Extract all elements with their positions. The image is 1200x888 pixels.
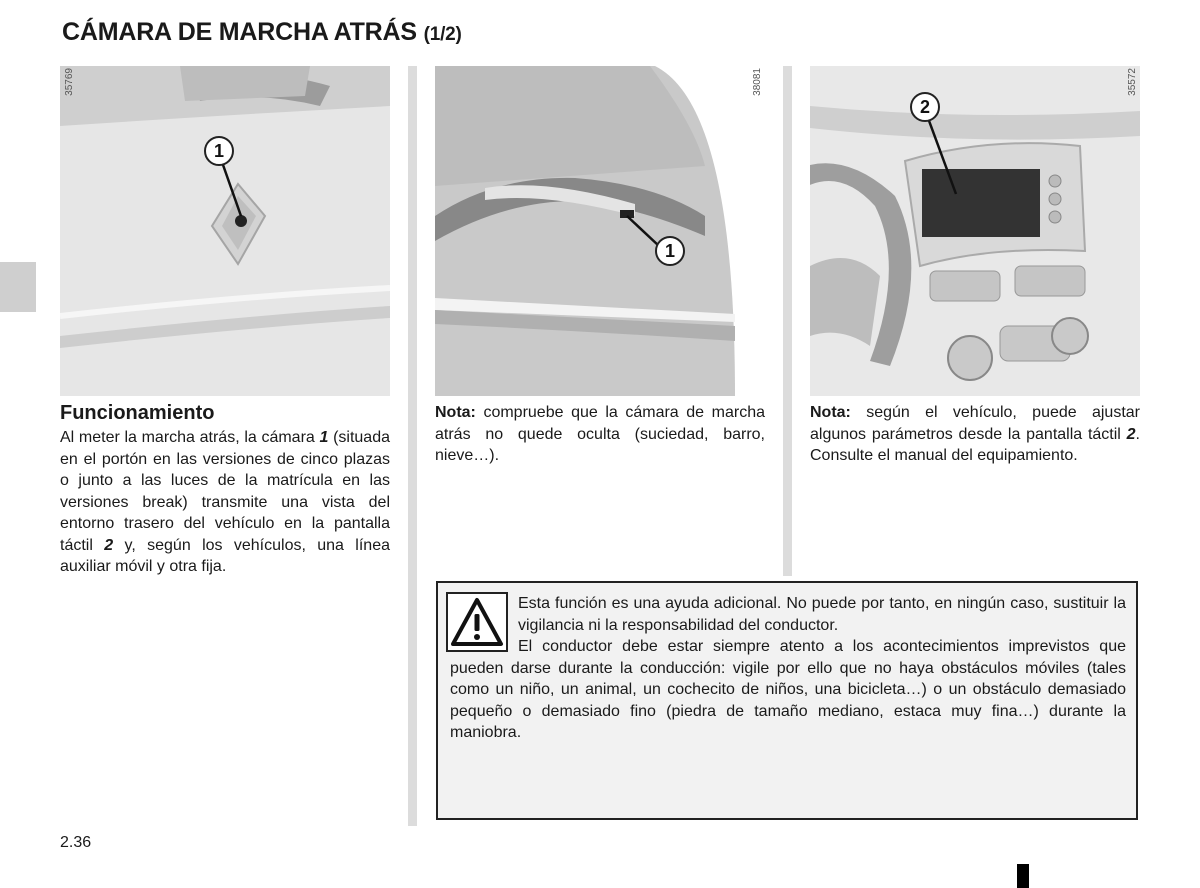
figure-id: 35572 bbox=[1127, 68, 1138, 96]
section-heading: Funcionamiento bbox=[60, 402, 215, 424]
column-divider bbox=[783, 66, 792, 576]
reference-2: 2 bbox=[104, 536, 114, 554]
note-text: compruebe que la cámara de marcha atrás no quede oculta (suciedad, barro, nieve…). bbox=[435, 404, 765, 464]
page-title bbox=[62, 18, 462, 47]
warning-line-2-text: El conductor debe estar siempre atento a los acontecimientos imprevistos que pueden darse durante la conducción: vigile por ello que no haya obstáculos móviles (tales como un niño, un animal, un cochecito de niños, una bicicleta…) o un obstáculo demasiado pequeño o demasiado fino (piedra de tamaño mediano, estaca muy fina…) durante la maniobra. bbox=[450, 638, 1126, 741]
note-camera-paragraph bbox=[435, 402, 765, 467]
note-text: . Consulte el manual del equipamiento. bbox=[810, 425, 1140, 464]
section-tab bbox=[0, 262, 36, 312]
page-number: 2.36 bbox=[60, 834, 92, 851]
figure-id: 35769 bbox=[64, 68, 75, 96]
warning-line-1: Esta función es una ayuda adicional. No puede por tanto, en ningún caso, sustituir la vigilancia ni la responsabilidad del conductor. bbox=[518, 595, 1126, 634]
callout-1: 1 bbox=[655, 236, 685, 266]
functioning-paragraph bbox=[60, 427, 390, 578]
note-screen-paragraph bbox=[810, 402, 1140, 467]
tailgate-photo bbox=[60, 66, 390, 396]
callout-1: 1 bbox=[204, 136, 234, 166]
reference-1: 1 bbox=[319, 429, 329, 446]
figure-id: 38081 bbox=[752, 68, 763, 96]
page-title-main: CÁMARA DE MARCHA ATRÁS bbox=[62, 18, 417, 46]
paragraph-text: (situada en el portón en las versiones de cinco plazas o junto a las luces de la matrícula en las versiones break) transmite una vista del entorno trasero del vehículo en la pantalla táctil bbox=[60, 429, 390, 554]
callout-2: 2 bbox=[910, 92, 940, 122]
paragraph-text: y, según los vehículos, una línea auxiliar móvil y otra fija. bbox=[60, 536, 390, 575]
warning-line-2 bbox=[450, 638, 1126, 741]
page-title-part: (1/2) bbox=[423, 24, 462, 45]
page-corner-mark bbox=[1017, 864, 1029, 888]
dashboard-photo bbox=[810, 66, 1140, 396]
note-text: según el vehículo, puede ajustar algunos parámetros desde la pantalla táctil bbox=[810, 404, 1140, 443]
note-label: Nota: bbox=[810, 404, 851, 421]
warning-text bbox=[450, 593, 1126, 744]
column-divider bbox=[408, 66, 417, 826]
paragraph-text: Al meter la marcha atrás, la cámara bbox=[60, 429, 320, 446]
reference-2: 2 bbox=[1126, 425, 1136, 443]
note-label: Nota: bbox=[435, 404, 476, 421]
bumper-photo bbox=[435, 66, 765, 396]
